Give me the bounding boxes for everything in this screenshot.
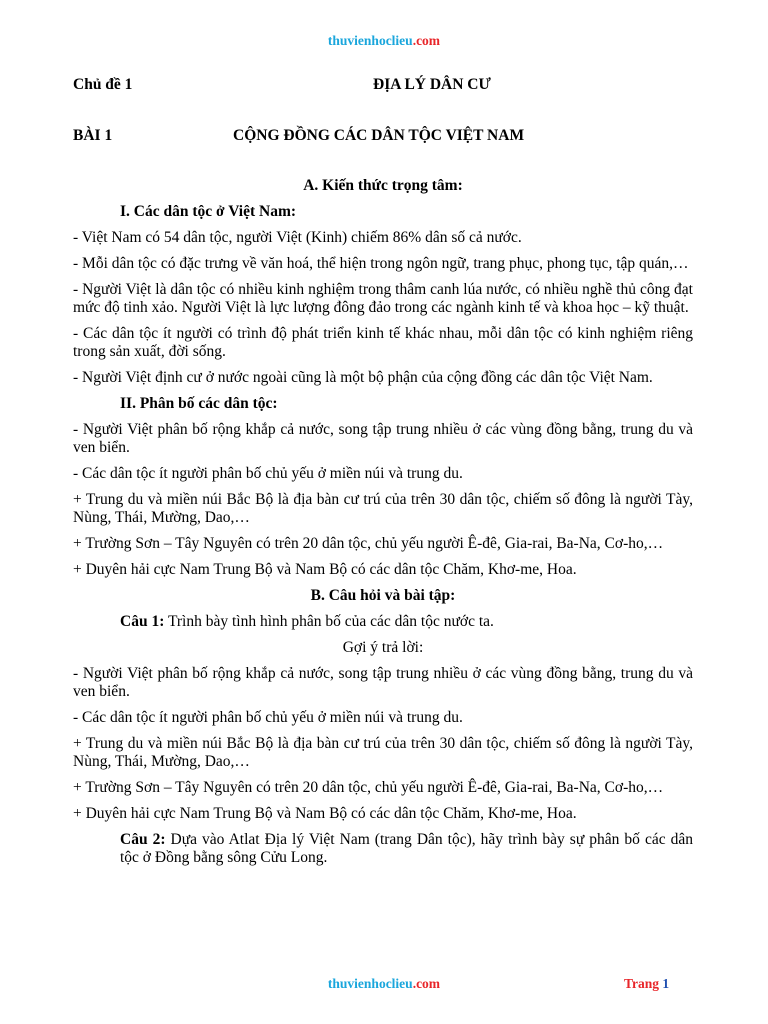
- part1-item: - Việt Nam có 54 dân tộc, người Việt (Kinh) chiếm 86% dân số cả nước.: [73, 229, 522, 246]
- section-a-heading: A. Kiến thức trọng tâm:: [303, 177, 463, 194]
- answer-item: - Các dân tộc ít người phân bố chủ yếu ở miền núi và trung du.: [73, 709, 463, 726]
- part2-item: - Các dân tộc ít người phân bố chủ yếu ở miền núi và trung du.: [73, 465, 463, 482]
- question-2-text: Dựa vào Atlat Địa lý Việt Nam (trang Dân tộc), hãy trình bày sự phân bố các dân tộc ở Đồng bằng sông Cửu Long.: [120, 831, 694, 866]
- page-number-value: 1: [662, 976, 670, 991]
- part1-item: - Người Việt định cư ở nước ngoài cũng là một bộ phận của cộng đồng các dân tộc Việt Nam.: [73, 369, 653, 386]
- part2-heading: II. Phân bố các dân tộc:: [120, 395, 278, 412]
- site-name-domain: .com: [412, 33, 441, 48]
- document-body: [73, 177, 693, 875]
- answer-item: - Người Việt phân bố rộng khắp cả nước, song tập trung nhiều ở các vùng đồng bằng, trung du và ven biển.: [73, 665, 693, 700]
- page-number-label: Trang: [624, 976, 663, 991]
- answer-item: + Trường Sơn – Tây Nguyên có trên 20 dân tộc, chủ yếu người Ê-đê, Gia-rai, Ba-Na, Cơ-ho,…: [73, 779, 664, 796]
- page-header-site-name: [0, 33, 768, 49]
- part2-item: - Người Việt phân bố rộng khắp cả nước, song tập trung nhiều ở các vùng đồng bằng, trung du và ven biển.: [73, 421, 693, 456]
- lesson-label: BÀI 1: [73, 127, 113, 144]
- answer-hint: Gợi ý trả lời:: [342, 639, 424, 656]
- page-number: [624, 976, 669, 992]
- footer-site-name-domain: .com: [412, 976, 441, 991]
- part2-item: + Trung du và miền núi Bắc Bộ là địa bàn cư trú của trên 30 dân tộc, chiếm số đông là người Tày, Nùng, Thái, Mường, Dao,…: [73, 491, 693, 526]
- topic-label: Chủ đề 1: [73, 76, 133, 93]
- part2-item: + Duyên hải cực Nam Trung Bộ và Nam Bộ có các dân tộc Chăm, Khơ-me, Hoa.: [73, 561, 577, 578]
- section-b-heading: B. Câu hỏi và bài tập:: [310, 587, 456, 604]
- topic-title: ĐỊA LÝ DÂN CƯ: [373, 76, 491, 93]
- question-2: [73, 831, 693, 867]
- part1-heading: I. Các dân tộc ở Việt Nam:: [120, 203, 297, 220]
- site-name-main: thuvienhoclieu: [327, 33, 413, 48]
- lesson-title: CỘNG ĐỒNG CÁC DÂN TỘC VIỆT NAM: [233, 127, 525, 144]
- part2-item: + Trường Sơn – Tây Nguyên có trên 20 dân tộc, chủ yếu người Ê-đê, Gia-rai, Ba-Na, Cơ-ho,…: [73, 535, 664, 552]
- part1-item: - Người Việt là dân tộc có nhiều kinh nghiệm trong thâm canh lúa nước, có nhiều nghề thủ công đạt mức độ tinh xảo. Người Việt là lực lượng đông đảo trong các ngành kinh tế và khoa học – kỹ thuật.: [73, 281, 693, 316]
- question-2-label: Câu 2:: [120, 831, 166, 848]
- question-1-text: Trình bày tình hình phân bố của các dân tộc nước ta.: [164, 613, 494, 630]
- answer-item: + Trung du và miền núi Bắc Bộ là địa bàn cư trú của trên 30 dân tộc, chiếm số đông là người Tày, Nùng, Thái, Mường, Dao,…: [73, 735, 693, 770]
- answer-item: + Duyên hải cực Nam Trung Bộ và Nam Bộ có các dân tộc Chăm, Khơ-me, Hoa.: [73, 805, 577, 822]
- part1-item: - Mỗi dân tộc có đặc trưng về văn hoá, thể hiện trong ngôn ngữ, trang phục, phong tục, tập quán,…: [73, 255, 689, 272]
- question-1: [73, 613, 693, 631]
- question-1-label: Câu 1:: [120, 613, 165, 630]
- footer-site-name-main: thuvienhoclieu: [327, 976, 413, 991]
- part1-item: - Các dân tộc ít người có trình độ phát triển kinh tế khác nhau, mỗi dân tộc có kinh nghiệm riêng trong sản xuất, đời sống.: [73, 325, 693, 360]
